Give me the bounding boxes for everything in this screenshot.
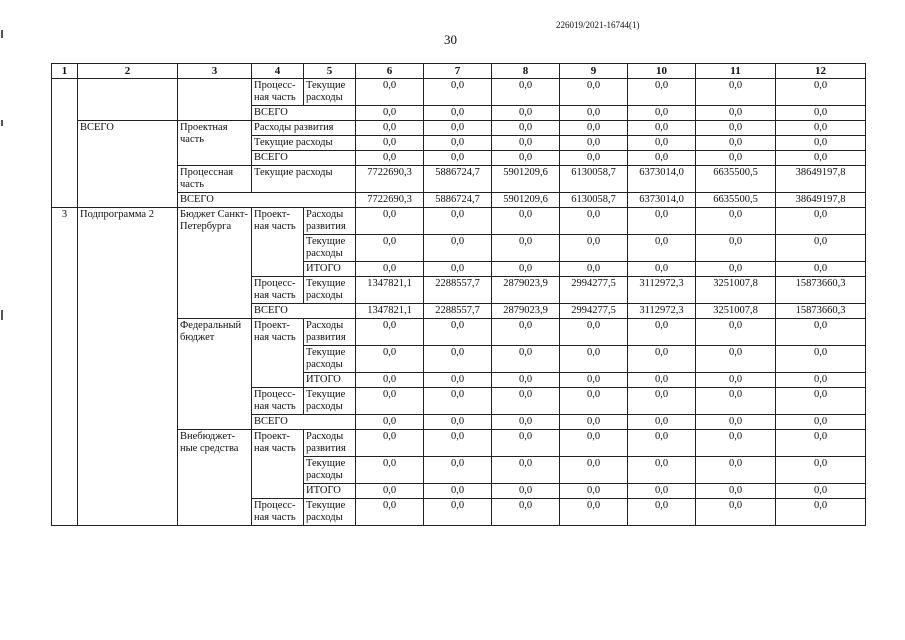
col-header: 4 — [252, 64, 304, 79]
value-cell: 0,0 — [560, 79, 628, 106]
value-cell: 6130058,7 — [560, 166, 628, 193]
value-cell: 0,0 — [424, 79, 492, 106]
value-cell: 0,0 — [492, 346, 560, 373]
value-cell: 0,0 — [560, 106, 628, 121]
value-cell: 3112972,3 — [628, 304, 696, 319]
value-cell: 0,0 — [424, 106, 492, 121]
value-cell: 0,0 — [492, 430, 560, 457]
col-header: 9 — [560, 64, 628, 79]
value-cell: 0,0 — [560, 499, 628, 526]
total-label: ВСЕГО — [178, 193, 356, 208]
value-cell: 0,0 — [492, 415, 560, 430]
value-cell: 0,0 — [492, 151, 560, 166]
value-cell: 0,0 — [776, 388, 866, 415]
value-cell: 2879023,9 — [492, 304, 560, 319]
value-cell: 0,0 — [424, 208, 492, 235]
value-cell: 0,0 — [696, 235, 776, 262]
value-cell: 2288557,7 — [424, 304, 492, 319]
value-cell: 0,0 — [776, 121, 866, 136]
value-cell: 0,0 — [628, 457, 696, 484]
value-cell: 0,0 — [696, 106, 776, 121]
table-row — [52, 208, 866, 235]
value-cell: 0,0 — [696, 79, 776, 106]
value-cell: 0,0 — [356, 499, 424, 526]
value-cell: 0,0 — [776, 106, 866, 121]
total-label: ИТОГО — [304, 484, 356, 499]
value-cell: 0,0 — [776, 235, 866, 262]
value-cell: 0,0 — [356, 457, 424, 484]
value-cell: 0,0 — [492, 136, 560, 151]
funding-source: Бюджет Санкт-Петербурга — [178, 208, 252, 319]
total-label: ВСЕГО — [252, 151, 356, 166]
document-id: 226019/2021-16744(1) — [556, 20, 640, 30]
value-cell: 0,0 — [776, 262, 866, 277]
value-cell: 0,0 — [424, 346, 492, 373]
value-cell: 0,0 — [356, 106, 424, 121]
value-cell: 0,0 — [424, 151, 492, 166]
part-label: Проектная часть — [178, 121, 252, 166]
value-cell: 15873660,3 — [776, 277, 866, 304]
expense-type-label: Расходы развития — [304, 208, 356, 235]
value-cell: 0,0 — [356, 121, 424, 136]
value-cell: 0,0 — [492, 208, 560, 235]
expense-type-label: Текущие расходы — [304, 346, 356, 373]
value-cell: 0,0 — [628, 121, 696, 136]
value-cell: 0,0 — [424, 262, 492, 277]
expense-type-label: Текущие расходы — [304, 457, 356, 484]
value-cell: 7722690,3 — [356, 166, 424, 193]
part-label: Проект-ная часть — [252, 319, 304, 388]
value-cell: 0,0 — [628, 484, 696, 499]
value-cell: 0,0 — [560, 457, 628, 484]
expense-type-label: Текущие расходы — [252, 136, 356, 151]
value-cell: 0,0 — [560, 373, 628, 388]
value-cell: 0,0 — [696, 262, 776, 277]
value-cell: 0,0 — [628, 430, 696, 457]
value-cell: 0,0 — [356, 484, 424, 499]
part-label: Проект-ная часть — [252, 208, 304, 277]
value-cell: 0,0 — [492, 106, 560, 121]
value-cell: 0,0 — [628, 319, 696, 346]
value-cell: 0,0 — [628, 208, 696, 235]
total-label: ИТОГО — [304, 262, 356, 277]
value-cell: 0,0 — [560, 136, 628, 151]
value-cell: 0,0 — [776, 136, 866, 151]
expense-type-label: Текущие расходы — [304, 388, 356, 415]
value-cell: 0,0 — [628, 106, 696, 121]
value-cell: 0,0 — [356, 373, 424, 388]
value-cell: 0,0 — [560, 151, 628, 166]
value-cell: 0,0 — [696, 208, 776, 235]
value-cell: 0,0 — [492, 121, 560, 136]
value-cell: 0,0 — [696, 499, 776, 526]
col-header: 8 — [492, 64, 560, 79]
col-header: 7 — [424, 64, 492, 79]
expense-type-label: Текущие расходы — [304, 277, 356, 304]
col-header: 12 — [776, 64, 866, 79]
value-cell: 0,0 — [424, 499, 492, 526]
funding-source: Внебюджет-ные средства — [178, 430, 252, 526]
value-cell: 2994277,5 — [560, 277, 628, 304]
col-header: 1 — [52, 64, 78, 79]
part-label: Процессная часть — [178, 166, 252, 193]
value-cell: 5886724,7 — [424, 166, 492, 193]
value-cell: 0,0 — [424, 319, 492, 346]
row-name-cell — [78, 79, 178, 121]
value-cell: 0,0 — [492, 373, 560, 388]
value-cell: 0,0 — [628, 79, 696, 106]
value-cell: 0,0 — [776, 484, 866, 499]
value-cell: 0,0 — [492, 388, 560, 415]
value-cell: 0,0 — [356, 79, 424, 106]
value-cell: 0,0 — [560, 208, 628, 235]
subprogram-name: Подпрограмма 2 — [78, 208, 178, 526]
value-cell: 15873660,3 — [776, 304, 866, 319]
value-cell: 0,0 — [356, 235, 424, 262]
value-cell: 0,0 — [560, 430, 628, 457]
value-cell: 0,0 — [628, 415, 696, 430]
value-cell: 5886724,7 — [424, 193, 492, 208]
value-cell: 0,0 — [356, 151, 424, 166]
table-row — [52, 121, 866, 136]
value-cell: 0,0 — [628, 136, 696, 151]
value-cell: 0,0 — [492, 457, 560, 484]
part-label: Процесс-ная часть — [252, 388, 304, 415]
value-cell: 0,0 — [560, 235, 628, 262]
expense-type-label: Расходы развития — [252, 121, 356, 136]
value-cell: 0,0 — [356, 319, 424, 346]
value-cell: 0,0 — [424, 388, 492, 415]
value-cell: 0,0 — [356, 136, 424, 151]
expense-type-label: Текущие расходы — [304, 79, 356, 106]
value-cell: 0,0 — [560, 484, 628, 499]
value-cell: 3251007,8 — [696, 277, 776, 304]
value-cell: 6373014,0 — [628, 166, 696, 193]
value-cell: 0,0 — [356, 415, 424, 430]
value-cell: 2879023,9 — [492, 277, 560, 304]
value-cell: 38649197,8 — [776, 193, 866, 208]
value-cell: 0,0 — [696, 388, 776, 415]
value-cell: 0,0 — [356, 430, 424, 457]
value-cell: 0,0 — [776, 373, 866, 388]
value-cell: 0,0 — [696, 346, 776, 373]
expense-type-label: Расходы развития — [304, 430, 356, 457]
total-label: ИТОГО — [304, 373, 356, 388]
value-cell: 0,0 — [696, 484, 776, 499]
col-header: 5 — [304, 64, 356, 79]
value-cell: 0,0 — [696, 151, 776, 166]
value-cell: 0,0 — [776, 415, 866, 430]
value-cell: 0,0 — [356, 262, 424, 277]
col-header: 6 — [356, 64, 424, 79]
value-cell: 0,0 — [424, 235, 492, 262]
col-header: 10 — [628, 64, 696, 79]
value-cell: 0,0 — [776, 79, 866, 106]
value-cell: 0,0 — [628, 499, 696, 526]
value-cell: 0,0 — [560, 319, 628, 346]
table-row — [52, 79, 866, 106]
value-cell: 0,0 — [560, 415, 628, 430]
value-cell: 0,0 — [492, 499, 560, 526]
part-label: Процесс-ная часть — [252, 79, 304, 106]
value-cell: 3112972,3 — [628, 277, 696, 304]
col-header: 11 — [696, 64, 776, 79]
value-cell: 5901209,6 — [492, 193, 560, 208]
value-cell: 0,0 — [696, 373, 776, 388]
value-cell: 0,0 — [696, 457, 776, 484]
value-cell: 0,0 — [356, 346, 424, 373]
col-header: 2 — [78, 64, 178, 79]
value-cell: 0,0 — [356, 388, 424, 415]
value-cell: 3251007,8 — [696, 304, 776, 319]
value-cell: 0,0 — [628, 373, 696, 388]
value-cell: 0,0 — [560, 346, 628, 373]
value-cell: 0,0 — [492, 319, 560, 346]
value-cell: 0,0 — [492, 235, 560, 262]
expense-type-label: Текущие расходы — [252, 166, 356, 193]
row-number-cell — [52, 79, 78, 208]
total-label: ВСЕГО — [252, 106, 356, 121]
page-number: 30 — [444, 32, 457, 47]
value-cell: 1347821,1 — [356, 277, 424, 304]
value-cell: 0,0 — [492, 262, 560, 277]
value-cell: 0,0 — [424, 484, 492, 499]
value-cell: 0,0 — [492, 79, 560, 106]
expense-type-label: Расходы развития — [304, 319, 356, 346]
value-cell: 6130058,7 — [560, 193, 628, 208]
value-cell: 0,0 — [424, 430, 492, 457]
value-cell: 7722690,3 — [356, 193, 424, 208]
value-cell: 0,0 — [696, 415, 776, 430]
total-label: ВСЕГО — [252, 304, 356, 319]
value-cell: 0,0 — [560, 262, 628, 277]
part-label: Процесс-ная часть — [252, 499, 304, 526]
scan-edge-marks — [0, 0, 6, 640]
value-cell: 0,0 — [628, 346, 696, 373]
funding-source: Федеральный бюджет — [178, 319, 252, 430]
value-cell: 0,0 — [776, 430, 866, 457]
value-cell: 0,0 — [776, 208, 866, 235]
value-cell: 0,0 — [776, 319, 866, 346]
value-cell: 0,0 — [696, 319, 776, 346]
value-cell: 1347821,1 — [356, 304, 424, 319]
value-cell: 0,0 — [628, 388, 696, 415]
value-cell: 2994277,5 — [560, 304, 628, 319]
value-cell: 0,0 — [424, 457, 492, 484]
value-cell: 0,0 — [424, 415, 492, 430]
column-number-row — [52, 64, 866, 79]
vsego-section-label: ВСЕГО — [78, 121, 178, 208]
value-cell: 0,0 — [628, 151, 696, 166]
value-cell: 6635500,5 — [696, 193, 776, 208]
value-cell: 38649197,8 — [776, 166, 866, 193]
value-cell: 0,0 — [776, 151, 866, 166]
value-cell: 0,0 — [628, 235, 696, 262]
part-label: Проект-ная часть — [252, 430, 304, 499]
value-cell: 6373014,0 — [628, 193, 696, 208]
value-cell: 0,0 — [356, 208, 424, 235]
budget-table — [51, 63, 866, 526]
col-header: 3 — [178, 64, 252, 79]
value-cell: 0,0 — [492, 484, 560, 499]
value-cell: 0,0 — [424, 373, 492, 388]
value-cell: 2288557,7 — [424, 277, 492, 304]
value-cell: 0,0 — [424, 136, 492, 151]
value-cell: 0,0 — [776, 457, 866, 484]
row-number-cell: 3 — [52, 208, 78, 526]
expense-type-label: Текущие расходы — [304, 499, 356, 526]
value-cell: 0,0 — [776, 346, 866, 373]
source-cell — [178, 79, 252, 121]
value-cell: 0,0 — [628, 262, 696, 277]
value-cell: 0,0 — [560, 388, 628, 415]
value-cell: 0,0 — [696, 430, 776, 457]
value-cell: 0,0 — [560, 121, 628, 136]
total-label: ВСЕГО — [252, 415, 356, 430]
part-label: Процесс-ная часть — [252, 277, 304, 304]
value-cell: 0,0 — [696, 136, 776, 151]
value-cell: 5901209,6 — [492, 166, 560, 193]
value-cell: 0,0 — [696, 121, 776, 136]
value-cell: 6635500,5 — [696, 166, 776, 193]
value-cell: 0,0 — [424, 121, 492, 136]
value-cell: 0,0 — [776, 499, 866, 526]
expense-type-label: Текущие расходы — [304, 235, 356, 262]
